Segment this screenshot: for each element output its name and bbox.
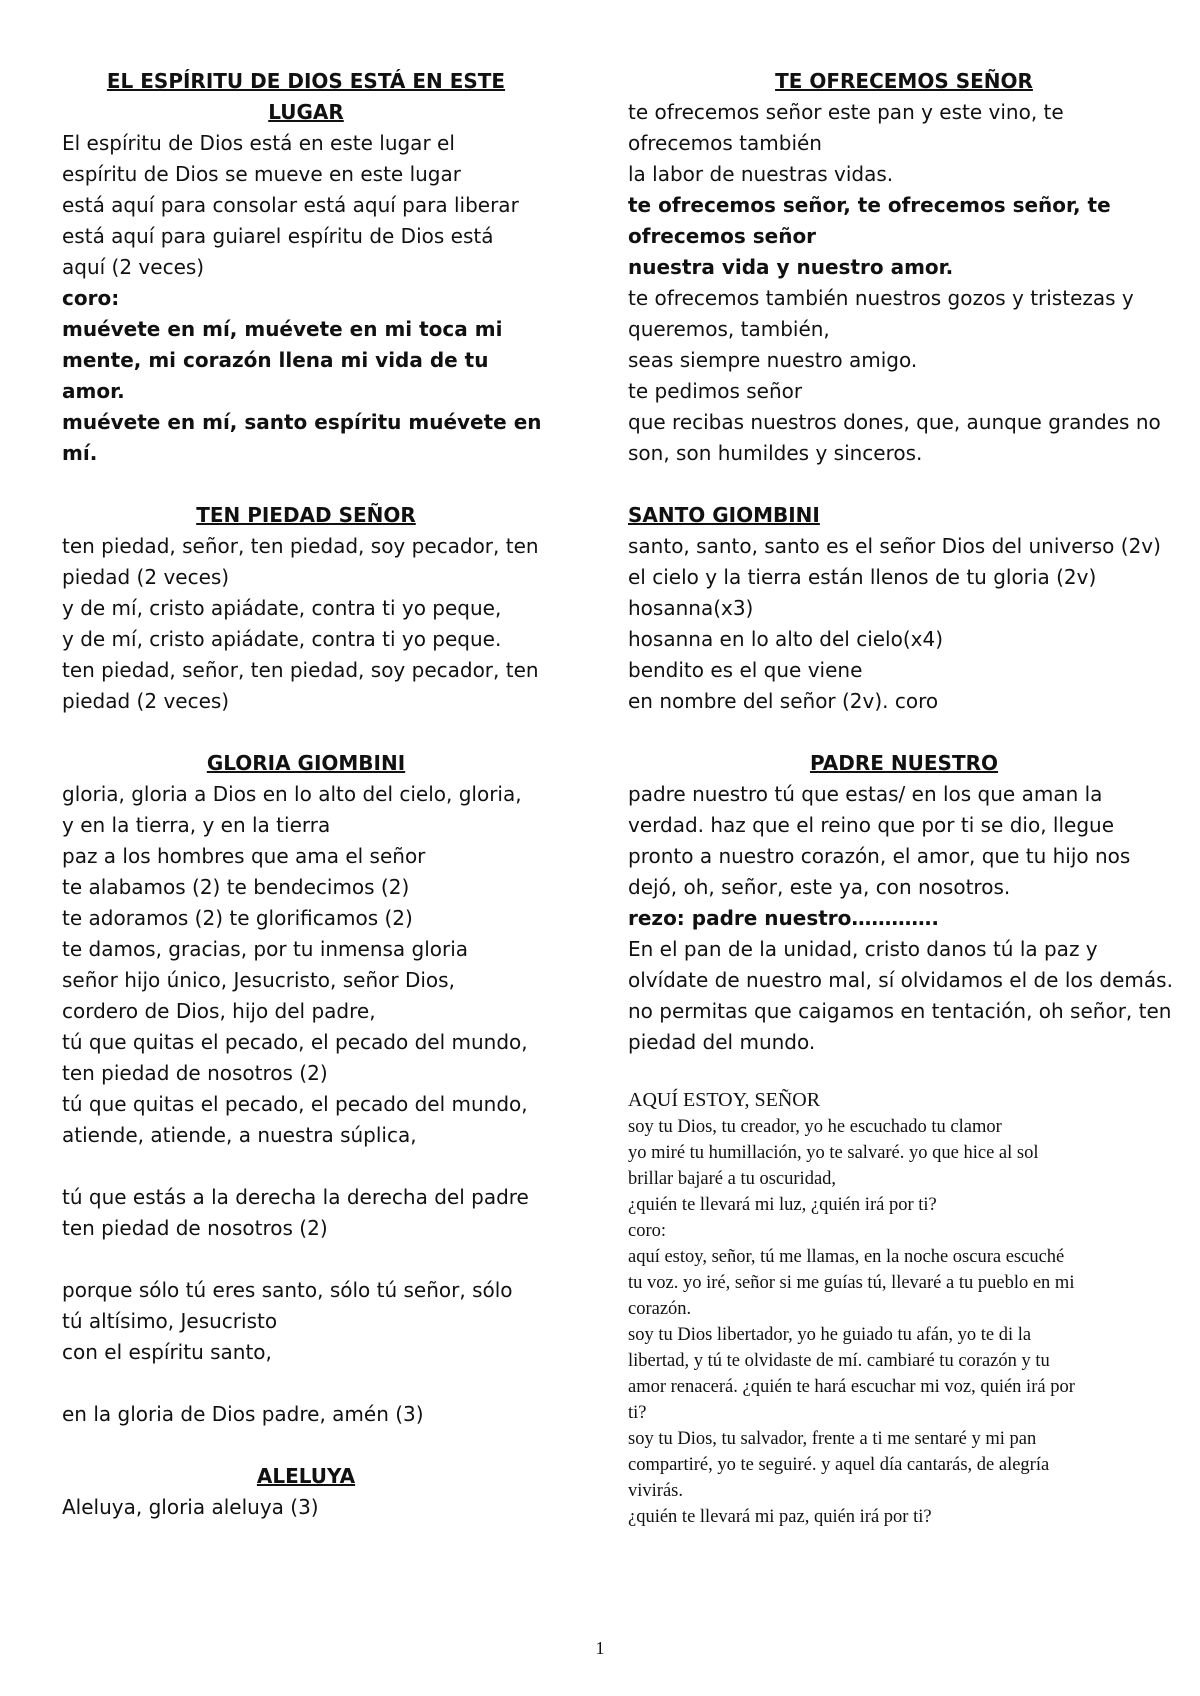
song-title: EL ESPÍRITU DE DIOS ESTÁ EN ESTE LUGAR: [106, 69, 506, 124]
lyric-line: te pedimos señor: [628, 379, 803, 403]
lyric-line: piedad del mundo.: [628, 1030, 816, 1054]
lyric-line: soy tu Dios, tu creador, yo he escuchado tu clamor: [628, 1117, 1002, 1137]
lyric-line: aquí estoy, señor, tú me llamas, en la noche oscura escuché: [628, 1247, 1065, 1267]
lyric-line: cordero de Dios, hijo del padre,: [62, 999, 376, 1023]
prayer-note: rezo: padre nuestro………….: [628, 906, 939, 930]
lyric-line: y en la tierra, y en la tierra: [62, 813, 331, 837]
chorus-label: coro:: [628, 1221, 667, 1241]
lyric-line: paz a los hombres que ama el señor: [62, 844, 426, 868]
song-title: ALELUYA: [256, 1464, 356, 1488]
lyric-line: corazón.: [628, 1299, 692, 1319]
song-padre-nuestro: [628, 748, 1180, 1058]
lyric-line: aquí (2 veces): [62, 255, 205, 279]
lyric-line: señor hijo único, Jesucristo, señor Dios,: [62, 968, 455, 992]
song-gloria: [62, 748, 550, 1430]
lyric-line: hosanna(x3): [628, 596, 754, 620]
lyric-line: el cielo y la tierra están llenos de tu gloria (2v): [628, 565, 1097, 589]
lyric-line: verdad. haz que el reino que por ti se dio, llegue: [628, 813, 1115, 837]
lyric-line: piedad (2 veces): [62, 565, 230, 589]
lyric-line: compartiré, yo te seguiré. y aquel día cantarás, de alegría: [628, 1455, 1050, 1475]
lyric-line: en la gloria de Dios padre, amén (3): [62, 1402, 424, 1426]
lyric-line: tú que quitas el pecado, el pecado del mundo,: [62, 1030, 528, 1054]
lyric-line: ofrecemos también: [628, 131, 822, 155]
song-title: GLORIA GIOMBINI: [206, 751, 406, 775]
lyric-line: pronto a nuestro corazón, el amor, que tu hijo nos: [628, 844, 1131, 868]
lyric-line: tú altísimo, Jesucristo: [62, 1309, 278, 1333]
lyric-line: libertad, y tú te olvidaste de mí. cambiaré tu corazón y tu: [628, 1351, 1050, 1371]
lyric-line: queremos, también,: [628, 317, 830, 341]
lyric-line: tú que quitas el pecado, el pecado del mundo,: [62, 1092, 528, 1116]
chorus-line: te ofrecemos señor, te ofrecemos señor, te: [628, 193, 1111, 217]
lyric-line: la labor de nuestras vidas.: [628, 162, 894, 186]
lyric-line: gloria, gloria a Dios en lo alto del cielo, gloria,: [62, 782, 522, 806]
song-aleluya: [62, 1461, 550, 1523]
chorus-line: muévete en mí, muévete en mi toca mi: [62, 317, 503, 341]
lyric-line: Aleluya, gloria aleluya (3): [62, 1495, 319, 1519]
lyric-line: ¿quién te llevará mi luz, ¿quién irá por ti?: [628, 1195, 937, 1215]
song-title: AQUÍ ESTOY, SEÑOR: [628, 1089, 821, 1111]
song-aqui-estoy: [628, 1086, 1180, 1530]
chorus-line: mente, mi corazón llena mi vida de tu amor.: [62, 348, 489, 403]
lyric-line: ti?: [628, 1403, 647, 1423]
lyric-line: brillar bajaré a tu oscuridad,: [628, 1169, 837, 1189]
song-ten-piedad: [62, 500, 550, 717]
lyric-line: padre nuestro tú que estas/ en los que aman la: [628, 782, 1103, 806]
lyric-line: y de mí, cristo apiádate, contra ti yo peque,: [62, 596, 502, 620]
right-column: [628, 66, 1180, 1530]
chorus-line: muévete en mí, santo espíritu muévete en: [62, 410, 542, 434]
lyric-line: piedad (2 veces): [62, 689, 230, 713]
song-santo: [628, 500, 1180, 717]
lyric-line: espíritu de Dios se mueve en este lugar: [62, 162, 461, 186]
left-column: [62, 66, 550, 1523]
song-espiritu-de-dios: [62, 66, 550, 469]
chorus-label: coro:: [62, 286, 120, 310]
song-title: PADRE NUESTRO: [809, 751, 999, 775]
lyric-line: en nombre del señor (2v). coro: [628, 689, 939, 713]
chorus-line: nuestra vida y nuestro amor.: [628, 255, 954, 279]
lyric-line: ten piedad, señor, ten piedad, soy pecador, ten: [62, 534, 539, 558]
lyric-line: amor renacerá. ¿quién te hará escuchar mi voz, quién irá por: [628, 1377, 1075, 1397]
song-title: TE OFRECEMOS SEÑOR: [775, 69, 1033, 93]
lyric-line: atiende, atiende, a nuestra súplica,: [62, 1123, 417, 1147]
chorus-line: mí.: [62, 441, 98, 465]
song-title: SANTO GIOMBINI: [628, 503, 820, 527]
lyric-line: soy tu Dios, tu salvador, frente a ti me sentaré y mi pan: [628, 1429, 1037, 1449]
lyric-line: está aquí para guiarel espíritu de Dios está: [62, 224, 494, 248]
lyric-line: seas siempre nuestro amigo.: [628, 348, 918, 372]
lyric-line: hosanna en lo alto del cielo(x4): [628, 627, 944, 651]
lyric-line: dejó, oh, señor, este ya, con nosotros.: [628, 875, 1011, 899]
lyric-line: ten piedad de nosotros (2): [62, 1216, 328, 1240]
page-number: 1: [595, 1638, 605, 1658]
lyric-line: está aquí para consolar está aquí para liberar: [62, 193, 519, 217]
song-title: TEN PIEDAD SEÑOR: [196, 503, 416, 527]
lyric-line: porque sólo tú eres santo, sólo tú señor, sólo: [62, 1278, 513, 1302]
lyric-line: El espíritu de Dios está en este lugar el: [62, 131, 455, 155]
lyric-line: tú que estás a la derecha la derecha del padre: [62, 1185, 529, 1209]
lyric-line: te alabamos (2) te bendecimos (2): [62, 875, 410, 899]
lyric-line: te ofrecemos también nuestros gozos y tristezas y: [628, 286, 1134, 310]
lyric-line: te damos, gracias, por tu inmensa gloria: [62, 937, 469, 961]
lyric-line: soy tu Dios libertador, yo he guiado tu afán, yo te di la: [628, 1325, 1032, 1345]
lyric-line: te adoramos (2) te glorificamos (2): [62, 906, 413, 930]
lyric-line: con el espíritu santo,: [62, 1340, 272, 1364]
lyric-line: En el pan de la unidad, cristo danos tú la paz y: [628, 937, 1098, 961]
lyric-line: olvídate de nuestro mal, sí olvidamos el de los demás.: [628, 968, 1173, 992]
lyric-line: te ofrecemos señor este pan y este vino, te: [628, 100, 1064, 124]
lyric-line: bendito es el que viene: [628, 658, 863, 682]
lyric-line: vivirás.: [628, 1481, 683, 1501]
lyric-line: son, son humildes y sinceros.: [628, 441, 923, 465]
lyric-line: y de mí, cristo apiádate, contra ti yo peque.: [62, 627, 502, 651]
lyric-line: ten piedad, señor, ten piedad, soy pecador, ten: [62, 658, 539, 682]
lyric-line: no permitas que caigamos en tentación, oh señor, ten: [628, 999, 1172, 1023]
lyric-line: yo miré tu humillación, yo te salvaré. yo que hice al sol: [628, 1143, 1039, 1163]
lyric-line: que recibas nuestros dones, que, aunque grandes no: [628, 410, 1161, 434]
chorus-line: ofrecemos señor: [628, 224, 817, 248]
lyric-line: santo, santo, santo es el señor Dios del universo (2v): [628, 534, 1161, 558]
lyric-line: ¿quién te llevará mi paz, quién irá por ti?: [628, 1507, 932, 1527]
song-te-ofrecemos: [628, 66, 1180, 469]
lyric-line: tu voz. yo iré, señor si me guías tú, llevaré a tu pueblo en mi: [628, 1273, 1075, 1293]
lyric-line: ten piedad de nosotros (2): [62, 1061, 328, 1085]
